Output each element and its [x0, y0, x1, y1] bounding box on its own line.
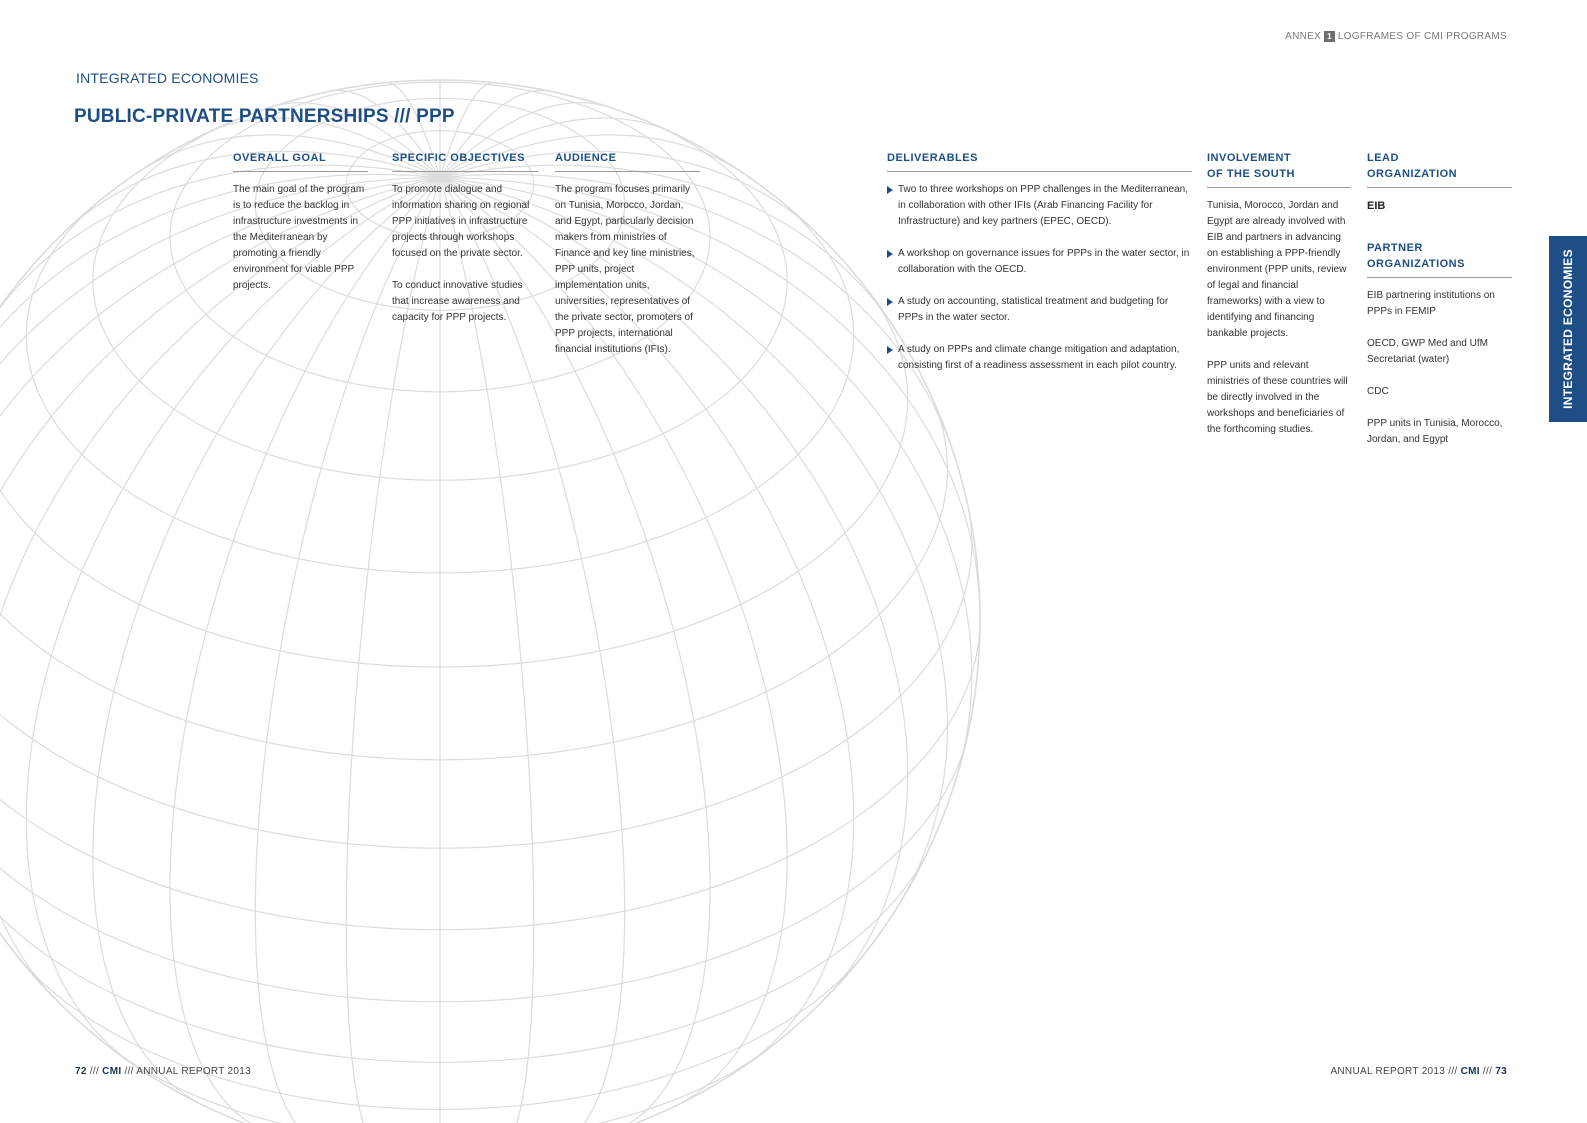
- specific-objectives-heading: SPECIFIC OBJECTIVES: [392, 150, 538, 172]
- lead-organization-value: EIB: [1367, 200, 1386, 212]
- column-overall-goal: [233, 150, 368, 310]
- side-section-tab-label: INTEGRATED ECONOMIES: [1561, 249, 1576, 409]
- column-specific-objectives: [392, 150, 538, 342]
- bullet-triangle-icon: [887, 186, 893, 194]
- running-head-prefix: ANNEX: [1285, 31, 1322, 42]
- globe-gridline: [0, 174, 440, 460]
- column-audience: [555, 150, 700, 374]
- involvement-text: PPP units and relevant ministries of these countries will be directly involved in the workshops and beneficiaries of the forthcoming studies.: [1207, 360, 1348, 435]
- bullet-triangle-icon: [887, 298, 893, 306]
- bullet-triangle-icon: [887, 346, 893, 354]
- page-title: PUBLIC-PRIVATE PARTNERSHIPS /// PPP: [74, 106, 455, 127]
- list-item: A study on accounting, statistical treatment and budgeting for PPPs in the water sector.: [887, 294, 1192, 326]
- partner-organization: CDC: [1367, 386, 1389, 397]
- partner-organization: EIB partnering institutions on PPPs in FEMIP: [1367, 290, 1495, 317]
- publication-title: ANNUAL REPORT 2013: [136, 1066, 251, 1077]
- overall-goal-heading: OVERALL GOAL: [233, 150, 368, 172]
- deliverables-heading: DELIVERABLES: [887, 150, 1192, 172]
- audience-text: The program focuses primarily on Tunisia, Morocco, Jordan, and Egypt, particularly decision makers from ministries of Finance and key line ministries, PPP units, project implementation units, universities, representatives of the private sector, promoters of PPP projects, international financial institutions (IFIs).: [555, 184, 695, 355]
- annex-number-badge: 1: [1324, 31, 1335, 42]
- specific-objective-text: To conduct innovative studies that increase awareness and capacity for PPP projects.: [392, 280, 523, 323]
- specific-objective-text: To promote dialogue and information sharing on regional PPP initiatives in infrastructure projects through workshops focused on the private sector.: [392, 184, 530, 259]
- lead-organization-heading: LEAD ORGANIZATION: [1367, 150, 1512, 188]
- globe-gridline: [0, 178, 440, 909]
- footer-right: ANNUAL REPORT 2013 /// CMI /// 73: [1330, 1066, 1507, 1077]
- side-section-tab: [1549, 236, 1587, 422]
- globe-gridline: [0, 398, 947, 760]
- bullet-triangle-icon: [887, 250, 893, 258]
- list-item: A workshop on governance issues for PPPs in the water sector, in collaboration with the OECD.: [887, 246, 1192, 278]
- globe-gridline: [0, 620, 980, 930]
- partner-organization: PPP units in Tunisia, Morocco, Jordan, and Egypt: [1367, 418, 1503, 445]
- globe-gridline: [26, 178, 440, 1064]
- list-item: A study on PPPs and climate change mitigation and adaptation, consisting first of a readiness assessment in each pilot country.: [887, 342, 1192, 374]
- section-label: INTEGRATED ECONOMIES: [76, 70, 259, 86]
- involvement-heading: INVOLVEMENT OF THE SOUTH: [1207, 150, 1351, 188]
- globe-gridline: [93, 178, 440, 1106]
- page-number: 73: [1495, 1066, 1507, 1077]
- footer-left: 72 /// CMI /// ANNUAL REPORT 2013: [75, 1066, 251, 1077]
- deliverables-list: [887, 182, 1192, 374]
- involvement-text: Tunisia, Morocco, Jordan and Egypt are already involved with EIB and partners in advancing on establishing a PPP-friendly environment (PPP units, review of legal and financial frameworks) with a view to identifying and financing bankable projects.: [1207, 200, 1347, 339]
- running-head: [1285, 31, 1507, 42]
- brand-mark: CMI: [102, 1066, 122, 1077]
- audience-heading: AUDIENCE: [555, 150, 700, 172]
- column-lead-organization: [1367, 150, 1512, 464]
- partner-organization: OECD, GWP Med and UfM Secretariat (water): [1367, 338, 1488, 365]
- column-involvement: [1207, 150, 1351, 454]
- page-number: 72: [75, 1066, 87, 1077]
- globe-gridline: [0, 506, 972, 848]
- running-head-suffix: LOGFRAMES OF CMI PROGRAMS: [1337, 31, 1507, 42]
- brand-mark: CMI: [1460, 1066, 1480, 1077]
- overall-goal-text: The main goal of the program is to reduce the backlog in infrastructure investments in the Mediterranean by promoting a friendly environment for viable PPP projects.: [233, 184, 365, 291]
- column-deliverables: [887, 150, 1192, 390]
- list-item: Two to three workshops on PPP challenges in the Mediterranean, in collaboration with other IFIs (Arab Financing Facility for Infrastructure) and key partners (EPEC, OECD).: [887, 182, 1192, 230]
- partner-organizations-heading: PARTNER ORGANIZATIONS: [1367, 240, 1512, 278]
- publication-title: ANNUAL REPORT 2013: [1330, 1066, 1446, 1077]
